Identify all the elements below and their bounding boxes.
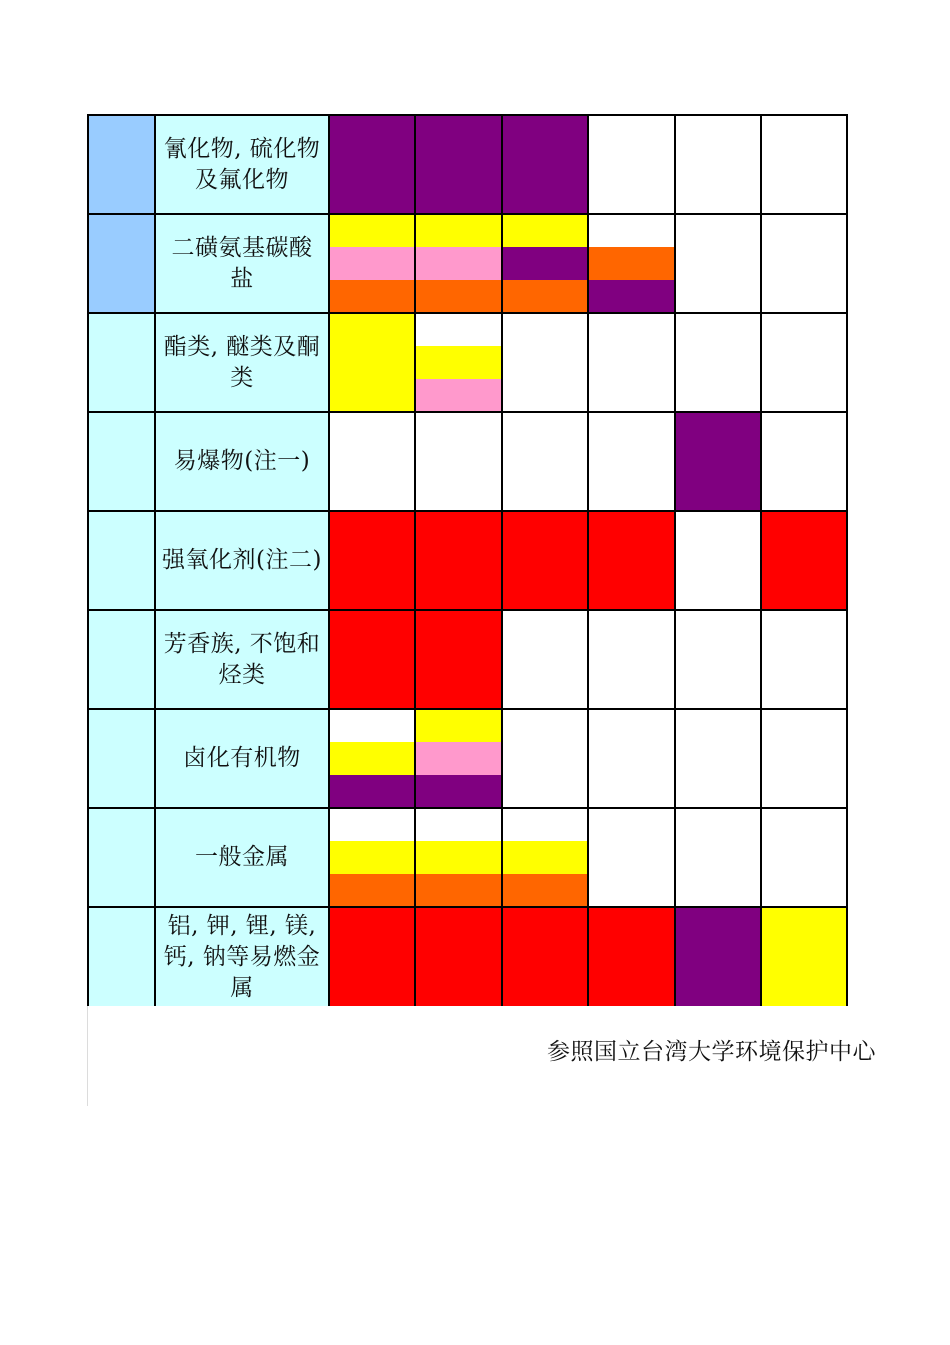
compat-cell — [676, 809, 760, 906]
row-label: 二磺氨基碳酸盐 — [156, 215, 328, 312]
compat-cell — [416, 215, 501, 312]
compat-cell — [416, 611, 501, 708]
compat-band-white — [676, 809, 760, 906]
compat-band-orange — [503, 874, 587, 906]
compat-cell — [676, 413, 760, 510]
compat-band-white — [503, 314, 587, 411]
compat-band-yellow — [416, 215, 501, 247]
compat-band-pink — [416, 247, 501, 280]
compat-band-white — [589, 116, 674, 213]
compat-band-white — [762, 413, 846, 510]
compat-cell — [589, 908, 674, 1006]
row-label: 氰化物, 硫化物及氟化物 — [156, 116, 328, 213]
compat-cell — [676, 512, 760, 609]
compat-cell — [676, 908, 760, 1006]
compat-cell — [676, 611, 760, 708]
compat-cell — [330, 215, 414, 312]
compat-band-purple — [503, 116, 587, 213]
compat-cell — [416, 413, 501, 510]
compat-cell — [330, 611, 414, 708]
row-id-cell — [89, 512, 154, 609]
compat-band-white — [676, 710, 760, 807]
compat-cell — [762, 611, 846, 708]
compat-cell — [589, 413, 674, 510]
compat-cell — [589, 215, 674, 312]
row-label: 易爆物(注一) — [156, 413, 328, 510]
row-id-cell — [89, 809, 154, 906]
compat-band-orange — [589, 247, 674, 280]
compat-band-pink — [416, 379, 501, 411]
compat-cell — [503, 908, 587, 1006]
compat-band-purple — [416, 116, 501, 213]
compat-cell — [330, 116, 414, 213]
compat-band-white — [589, 413, 674, 510]
compat-band-white — [676, 314, 760, 411]
compat-cell — [330, 710, 414, 807]
compat-cell — [503, 809, 587, 906]
compat-band-purple — [330, 116, 414, 213]
compat-cell — [416, 512, 501, 609]
compat-cell — [503, 611, 587, 708]
compat-cell — [676, 710, 760, 807]
row-label: 铝, 钾, 锂, 镁, 钙, 钠等易燃金属 — [156, 908, 328, 1006]
compat-band-white — [330, 710, 414, 742]
compat-band-purple — [503, 247, 587, 280]
compat-band-white — [330, 413, 414, 510]
compat-band-white — [589, 314, 674, 411]
compat-band-yellow — [330, 215, 414, 247]
compatibility-table — [87, 114, 848, 1006]
compat-cell — [762, 809, 846, 906]
row-id-cell — [89, 710, 154, 807]
compat-band-red — [589, 512, 674, 609]
source-note: 参照国立台湾大学环境保护中心 — [547, 1039, 876, 1065]
compat-cell — [762, 908, 846, 1006]
compat-band-red — [416, 611, 501, 708]
row-label: 卤化有机物 — [156, 710, 328, 807]
compat-band-yellow — [330, 742, 414, 775]
compat-band-purple — [589, 280, 674, 312]
compat-cell — [416, 116, 501, 213]
compat-band-red — [762, 512, 846, 609]
compat-cell — [503, 512, 587, 609]
row-id-cell — [89, 116, 154, 213]
row-id-cell — [89, 908, 154, 1006]
compat-band-orange — [330, 280, 414, 312]
compat-band-yellow — [503, 841, 587, 874]
compat-cell — [330, 413, 414, 510]
compat-band-white — [589, 809, 674, 906]
compat-band-red — [330, 611, 414, 708]
compat-band-red — [416, 512, 501, 609]
compat-band-yellow — [416, 346, 501, 379]
compat-band-red — [330, 512, 414, 609]
compat-cell — [330, 809, 414, 906]
compat-band-red — [330, 908, 414, 1006]
compat-band-white — [762, 611, 846, 708]
compat-band-pink — [330, 247, 414, 280]
compat-band-white — [330, 809, 414, 841]
compat-band-yellow — [762, 908, 846, 1006]
compat-cell — [762, 215, 846, 312]
compat-cell — [589, 512, 674, 609]
compat-band-purple — [416, 775, 501, 807]
compat-cell — [589, 809, 674, 906]
row-id-cell — [89, 215, 154, 312]
compat-band-yellow — [416, 841, 501, 874]
page-margin-line — [87, 1006, 88, 1106]
compat-band-red — [503, 512, 587, 609]
compat-cell — [416, 908, 501, 1006]
compat-band-white — [762, 314, 846, 411]
compat-band-white — [503, 809, 587, 841]
compat-cell — [589, 710, 674, 807]
row-id-cell — [89, 413, 154, 510]
compat-band-white — [503, 413, 587, 510]
compat-cell — [416, 314, 501, 411]
compat-band-white — [416, 809, 501, 841]
compat-band-red — [503, 908, 587, 1006]
compat-cell — [416, 809, 501, 906]
compat-cell — [762, 710, 846, 807]
compat-band-white — [762, 809, 846, 906]
compat-band-white — [676, 611, 760, 708]
compat-band-white — [676, 512, 760, 609]
compat-band-white — [589, 611, 674, 708]
row-label: 强氧化剂(注二) — [156, 512, 328, 609]
row-label: 酯类, 醚类及酮类 — [156, 314, 328, 411]
compat-cell — [676, 116, 760, 213]
row-label: 芳香族, 不饱和烃类 — [156, 611, 328, 708]
row-label: 一般金属 — [156, 809, 328, 906]
compat-band-purple — [676, 908, 760, 1006]
row-id-cell — [89, 314, 154, 411]
compat-band-orange — [330, 874, 414, 906]
compat-band-white — [503, 611, 587, 708]
compat-band-white — [676, 116, 760, 213]
compat-cell — [503, 710, 587, 807]
compat-band-purple — [676, 413, 760, 510]
compat-band-white — [762, 215, 846, 312]
compat-band-white — [589, 710, 674, 807]
compat-cell — [589, 314, 674, 411]
row-id-cell — [89, 611, 154, 708]
compat-band-orange — [416, 874, 501, 906]
compat-band-white — [762, 116, 846, 213]
compat-cell — [762, 413, 846, 510]
compat-cell — [676, 215, 760, 312]
compat-cell — [330, 314, 414, 411]
compat-cell — [762, 512, 846, 609]
compat-band-white — [503, 710, 587, 807]
compat-band-white — [416, 314, 501, 346]
compat-cell — [503, 215, 587, 312]
compat-cell — [762, 116, 846, 213]
compat-cell — [676, 314, 760, 411]
compat-band-purple — [330, 775, 414, 807]
compat-cell — [503, 314, 587, 411]
compat-cell — [503, 413, 587, 510]
compat-cell — [330, 512, 414, 609]
compat-band-red — [589, 908, 674, 1006]
compat-cell — [330, 908, 414, 1006]
compat-band-white — [676, 215, 760, 312]
compat-band-yellow — [416, 710, 501, 742]
compat-cell — [762, 314, 846, 411]
compat-cell — [503, 116, 587, 213]
compat-band-red — [416, 908, 501, 1006]
compat-cell — [589, 116, 674, 213]
compat-band-orange — [416, 280, 501, 312]
compat-band-yellow — [330, 314, 414, 411]
compat-band-yellow — [330, 841, 414, 874]
compat-cell — [589, 611, 674, 708]
compat-band-orange — [503, 280, 587, 312]
compat-band-white — [416, 413, 501, 510]
compat-cell — [416, 710, 501, 807]
compat-band-white — [589, 215, 674, 247]
compat-band-white — [762, 710, 846, 807]
compat-band-pink — [416, 742, 501, 775]
compat-band-yellow — [503, 215, 587, 247]
